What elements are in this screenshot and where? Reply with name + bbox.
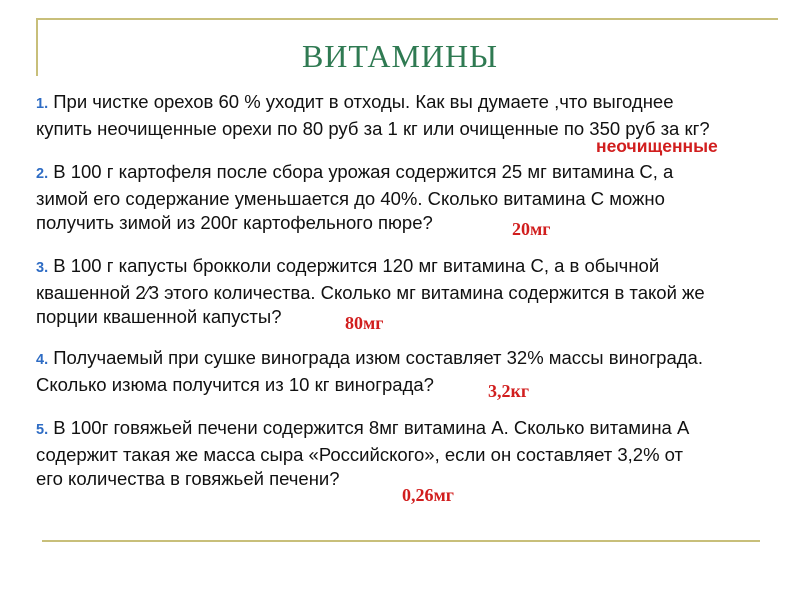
problem-4-line-2: Сколько изюма получится из 10 кг винограда? [36,373,434,395]
problem-5-answer: 0,26мг [402,485,454,505]
problem-3-answer: 80мг [345,313,384,333]
problem-4-line-1 [36,346,776,373]
problem-3-line-1 [36,254,776,281]
problem-5-line-2: содержит такая же масса сыра «Российского», если он составляет 3,2% от [36,443,684,465]
problem-2-text-1: В 100 г картофеля после сбора урожая содержится 25 мг витамина С, а [53,161,674,182]
page-title: ВИТАМИНЫ [301,38,499,74]
problem-5 [36,416,776,492]
problem-1-number: 1. [36,96,49,112]
problem-5-line-3: его количества в говяжьей печени? [36,468,340,489]
problem-2-number: 2. [36,166,49,182]
problem-4-answer: 3,2кг [488,381,530,401]
problem-2-line-1 [36,160,776,187]
problem-2 [36,160,776,236]
problem-4-text-1: Получаемый при сушке винограда изюм составляет 32% массы винограда. [53,347,703,368]
problem-5-text-1: В 100г говяжьей печени содержится 8мг витамина А. Сколько витамина А [53,417,690,438]
problem-5-number: 5. [36,422,49,438]
problem-3-line-3: порции квашенной капусты? [36,306,282,327]
problem-3-text-1: В 100 г капусты брокколи содержится 120 мг витамина С, а в обычной [53,255,660,276]
problem-1-line-1 [36,90,776,117]
problem-3-number: 3. [36,260,49,276]
frame-top-line [36,18,778,20]
problem-3-line-2: квашенной 2⁄3 этого количества. Сколько мг витамина содержится в такой же [36,281,705,303]
problem-2-answer: 20мг [512,219,551,239]
problem-3 [36,254,776,330]
problem-4-number: 4. [36,352,49,368]
problem-4 [36,346,776,397]
problem-2-line-2: зимой его содержание уменьшается до 40%. Сколько витамина С можно [36,187,665,209]
problem-1 [36,90,776,141]
problem-2-line-3: получить зимой из 200г картофельного пюре? [36,212,433,233]
problem-1-answer: неочищенные [596,136,718,156]
problem-5-line-1 [36,416,776,443]
problem-1-line-2: купить неочищенные орехи по 80 руб за 1 кг или очищенные по 350 руб за кг? [36,117,710,139]
problem-1-text-1: При чистке орехов 60 % уходит в отходы. Как вы думаете ,что выгоднее [53,91,674,112]
frame-bottom-line [42,540,760,542]
